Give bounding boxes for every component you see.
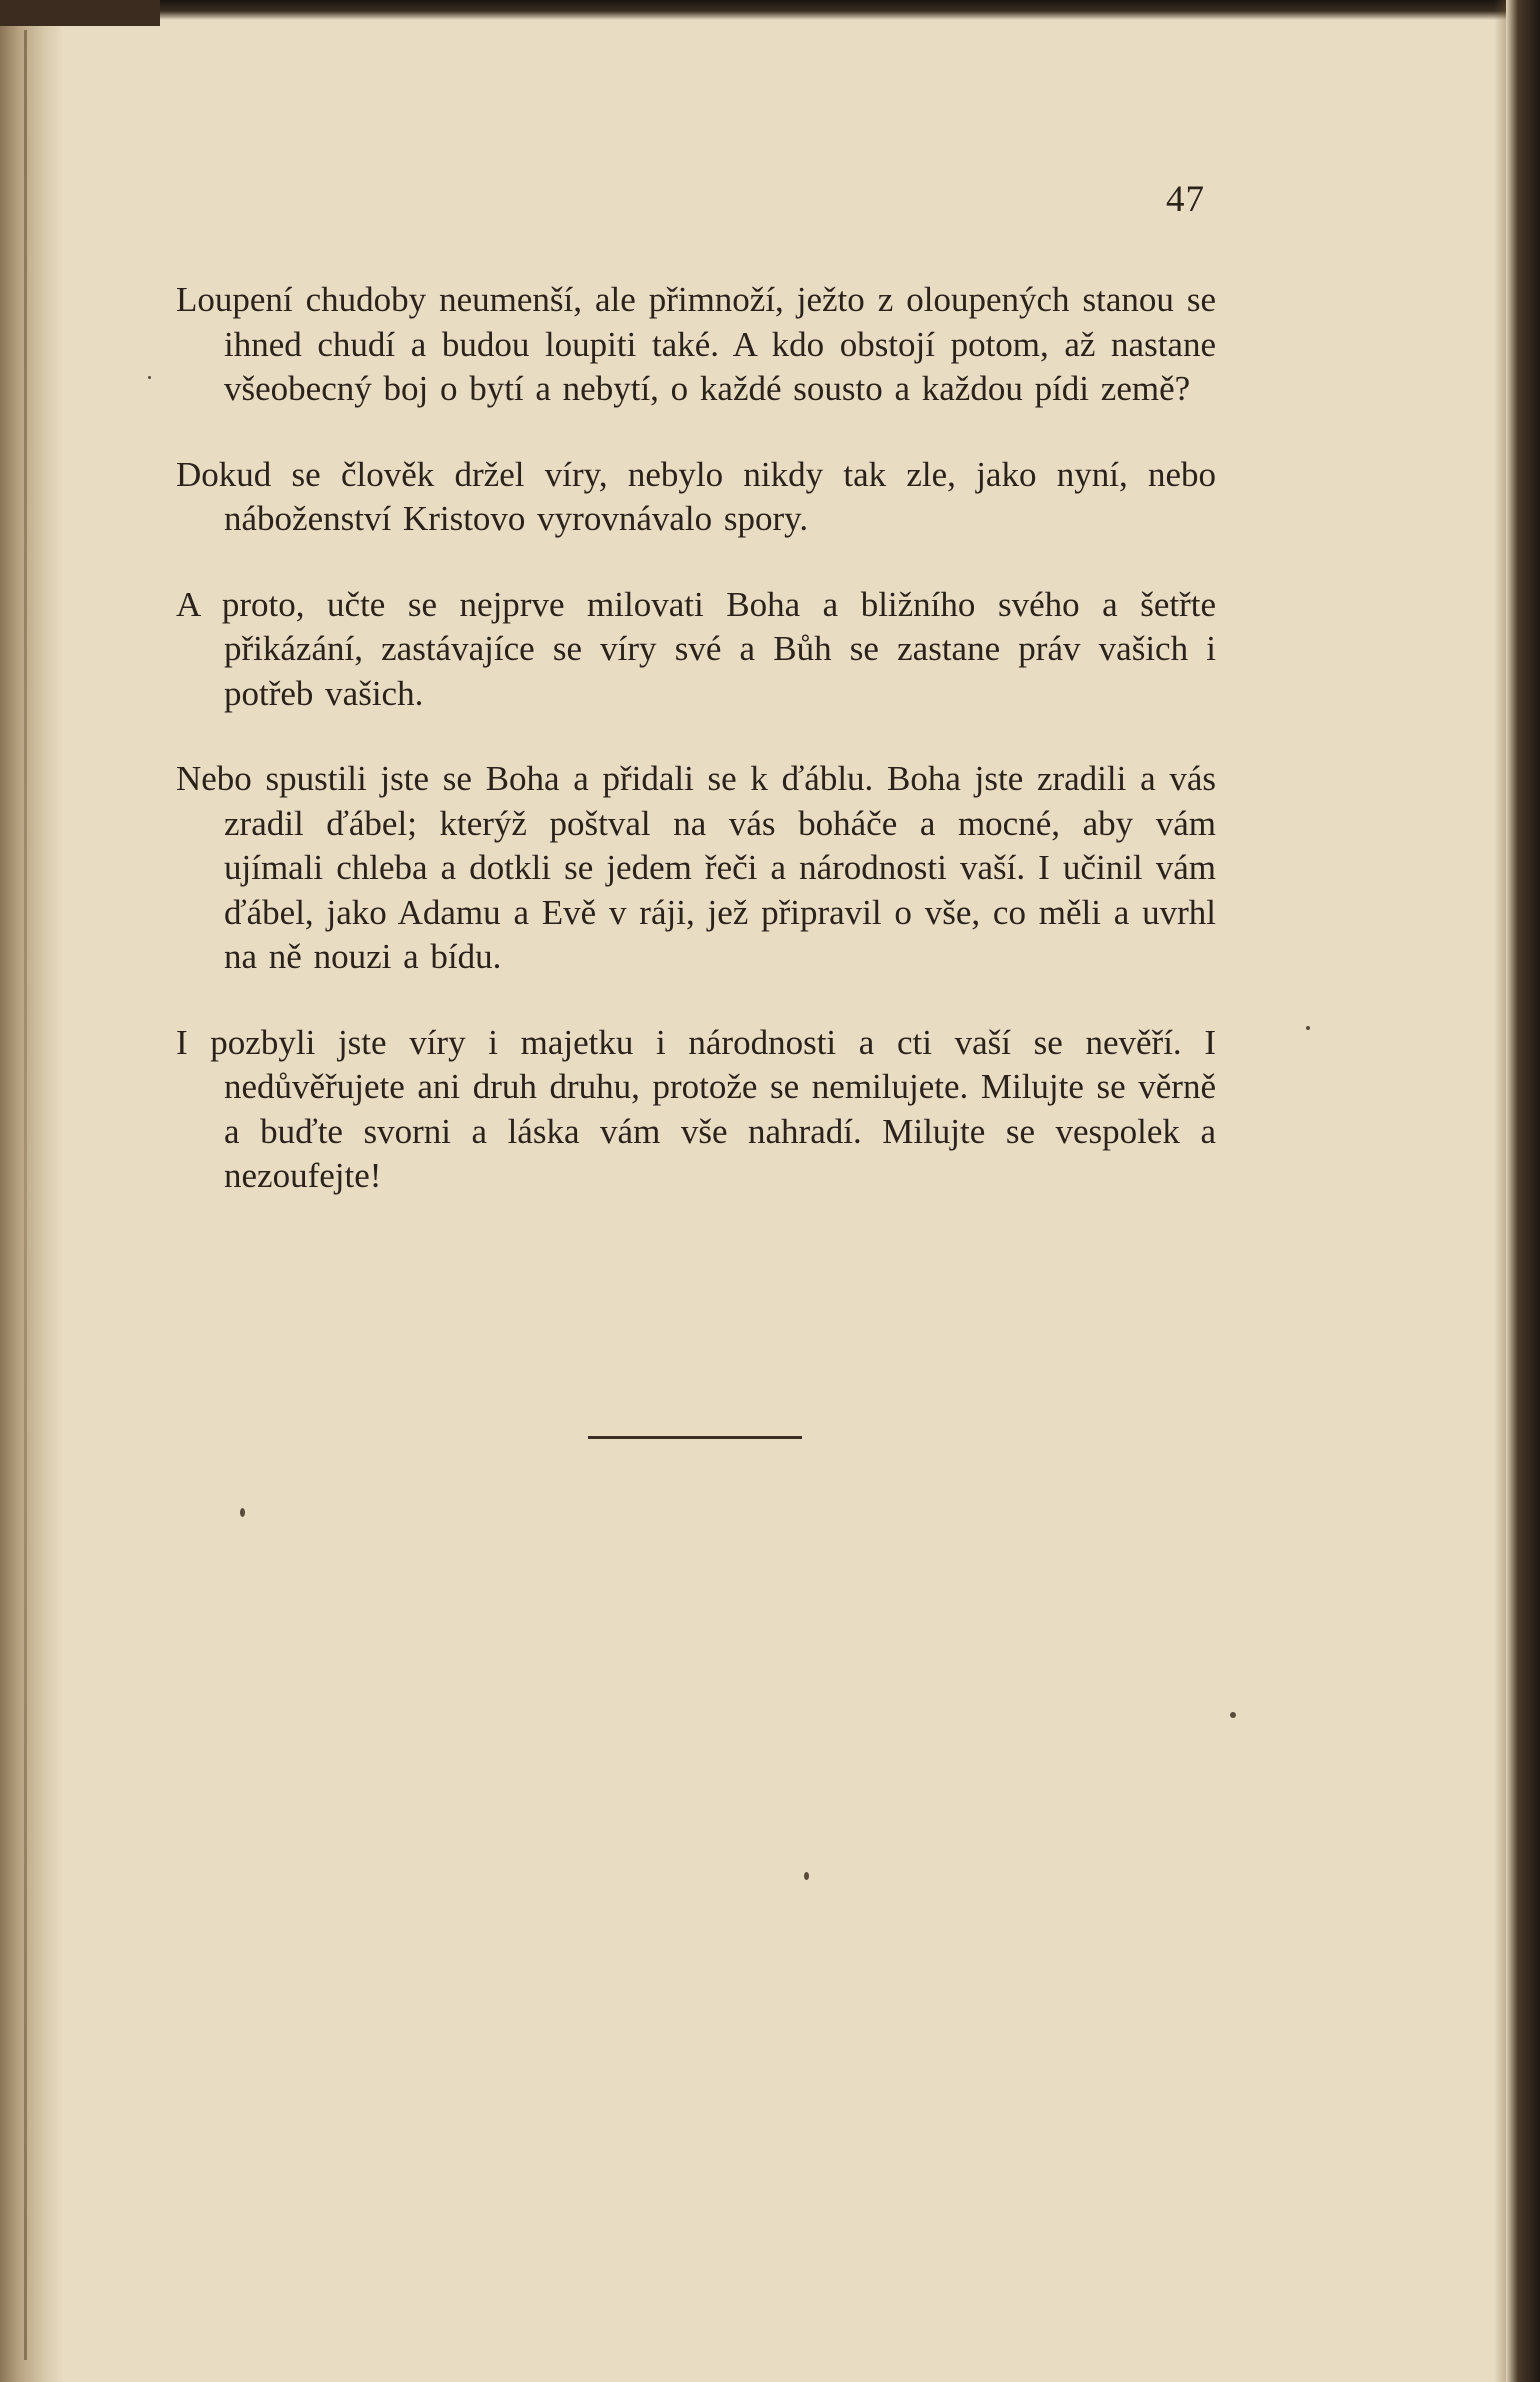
right-page-edge	[1506, 0, 1540, 2382]
binding-edge	[24, 30, 27, 2360]
end-rule	[588, 1436, 802, 1439]
right-edge-shade	[1494, 0, 1506, 2382]
paper-speck	[1230, 1712, 1236, 1718]
paragraph: Loupení chudoby neumenší, ale přimnoží, ježto z oloupených stanou se ihned chudí a budou loupiti také. A kdo obstojí potom, až nastane všeobecný boj o bytí a nebytí, o každé sousto a každou pídi země?	[176, 280, 1216, 408]
paragraph: A proto, učte se nejprve milovati Boha a bližního svého a šetřte přikázání, zastávajíce se víry své a Bůh se zastane práv vašich i potřeb vašich.	[176, 584, 1216, 713]
page-number: 47	[1166, 179, 1205, 220]
paragraph: Dokud se člověk držel víry, nebylo nikdy tak zle, jako nyní, nebo náboženství Kristovo vyrovnávalo spory.	[176, 454, 1216, 538]
paper-speck	[148, 376, 151, 379]
paper-speck	[804, 1872, 809, 1880]
top-page-edge	[0, 0, 1540, 20]
binding-shadow	[0, 0, 64, 2382]
paper-speck	[1306, 1026, 1310, 1030]
paragraph: Nebo spustili jste se Boha a přidali se k ďáblu. Boha jste zradili a vás zradil ďábel; kterýž poštval na vás boháče a mocné, aby vám ujímali chleba a dotkli se jedem řeči a národnosti vaší. I učinil vám ďábel, jako Adamu a Evě v ráji, jež připravil o vše, co měli a uvrhl na ně nouzi a bídu.	[176, 759, 1216, 976]
paragraph: I pozbyli jste víry i majetku i národnosti a cti vaší se nevěří. I nedůvěřujete ani druh druhu, protože se nemilujete. Milujte se věrně a buďte svorni a láska vám vše nahradí. Milujte se vespolek a nezoufejte!	[176, 1022, 1216, 1195]
paper-speck	[240, 1508, 245, 1517]
body-text	[176, 278, 1216, 1240]
top-left-page-edge	[0, 0, 160, 26]
